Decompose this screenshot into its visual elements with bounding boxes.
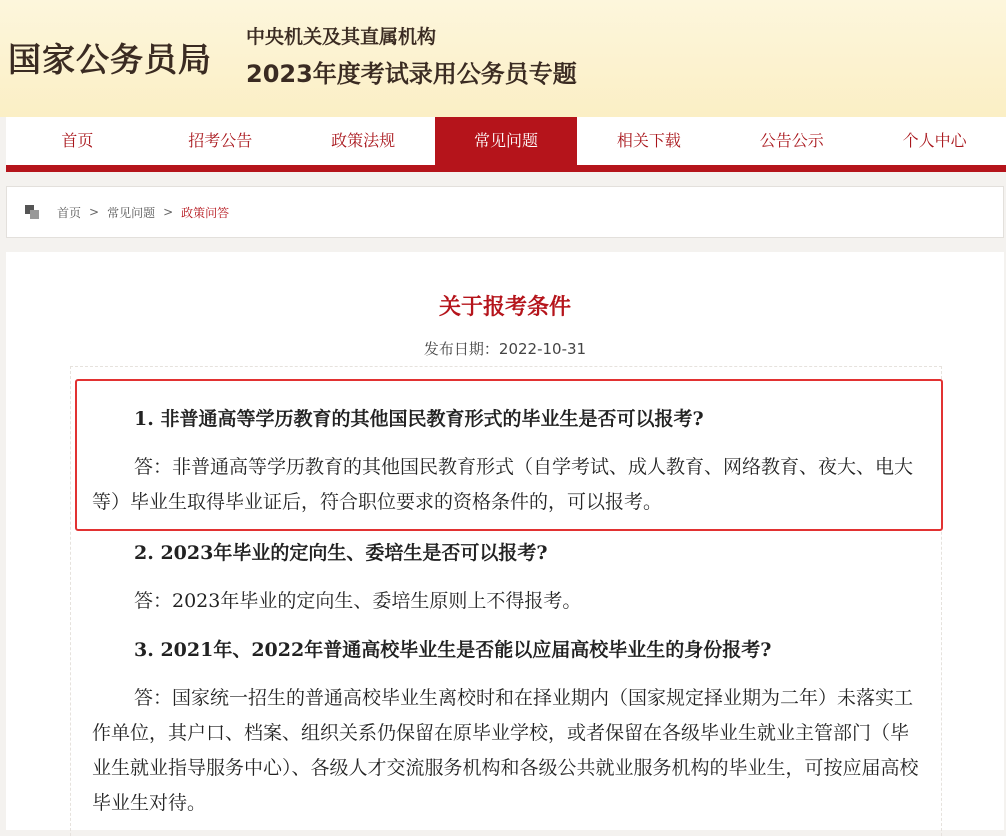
question-3: 3. 2021年、2022年普通高校毕业生是否能以应届高校毕业生的身份报考?	[134, 639, 772, 661]
breadcrumb-separator: >	[163, 205, 174, 219]
nav-policies[interactable]: 政策法规	[331, 131, 396, 150]
nav-faq[interactable]: 常见问题	[435, 117, 578, 165]
question-2: 2. 2023年毕业的定向生、委培生是否可以报考?	[134, 542, 548, 564]
publish-date-label: 发布日期：	[423, 340, 499, 358]
header-subtitle: 中央机关及其直属机构	[246, 26, 437, 48]
nav-announcements[interactable]: 公告公示	[759, 131, 824, 150]
article-title: 关于报考条件	[438, 295, 571, 320]
nav-home[interactable]: 首页	[61, 131, 94, 150]
publish-date-value: 2022-10-31	[498, 340, 587, 358]
article-container	[6, 252, 1004, 830]
main-nav	[6, 117, 1006, 172]
nav-personal-center[interactable]: 个人中心	[902, 131, 967, 150]
answer-1: 答：非普通高等学历教育的其他国民教育形式（自学考试、成人教育、网络教育、夜大、电大等）毕业生取得毕业证后，符合职位要求的资格条件的，可以报考。	[92, 456, 914, 513]
answer-3: 答：国家统一招生的普通高校毕业生离校时和在择业期内（国家规定择业期为二年）未落实工作单位，其户口、档案、组织关系仍保留在原毕业学校，或者保留在各级毕业生就业主管部门（毕业生就业指导服务中心）、各级人才交流服务机构和各级公共就业服务机构的毕业生，可按应届高校毕业生对待。	[92, 687, 919, 814]
breadcrumb-faq[interactable]: 常见问题	[107, 205, 156, 220]
nav-downloads[interactable]: 相关下载	[616, 131, 681, 150]
breadcrumb-current: 政策问答	[181, 205, 230, 220]
nav-recruitment-notices[interactable]: 招考公告	[188, 131, 253, 150]
site-logo[interactable]: 国家公务员局	[8, 40, 212, 79]
breadcrumb-separator: >	[89, 205, 100, 219]
publish-date	[6, 338, 1004, 359]
answer-2: 答：2023年毕业的定向生、委培生原则上不得报考。	[134, 590, 582, 612]
question-1: 1. 非普通高等学历教育的其他国民教育形式的毕业生是否可以报考?	[134, 408, 704, 430]
breadcrumb-home[interactable]: 首页	[57, 205, 82, 220]
header-title: 2023年度考试录用公务员专题	[246, 60, 577, 88]
breadcrumb	[6, 186, 1004, 238]
site-header	[0, 0, 1006, 117]
location-icon	[25, 205, 41, 219]
